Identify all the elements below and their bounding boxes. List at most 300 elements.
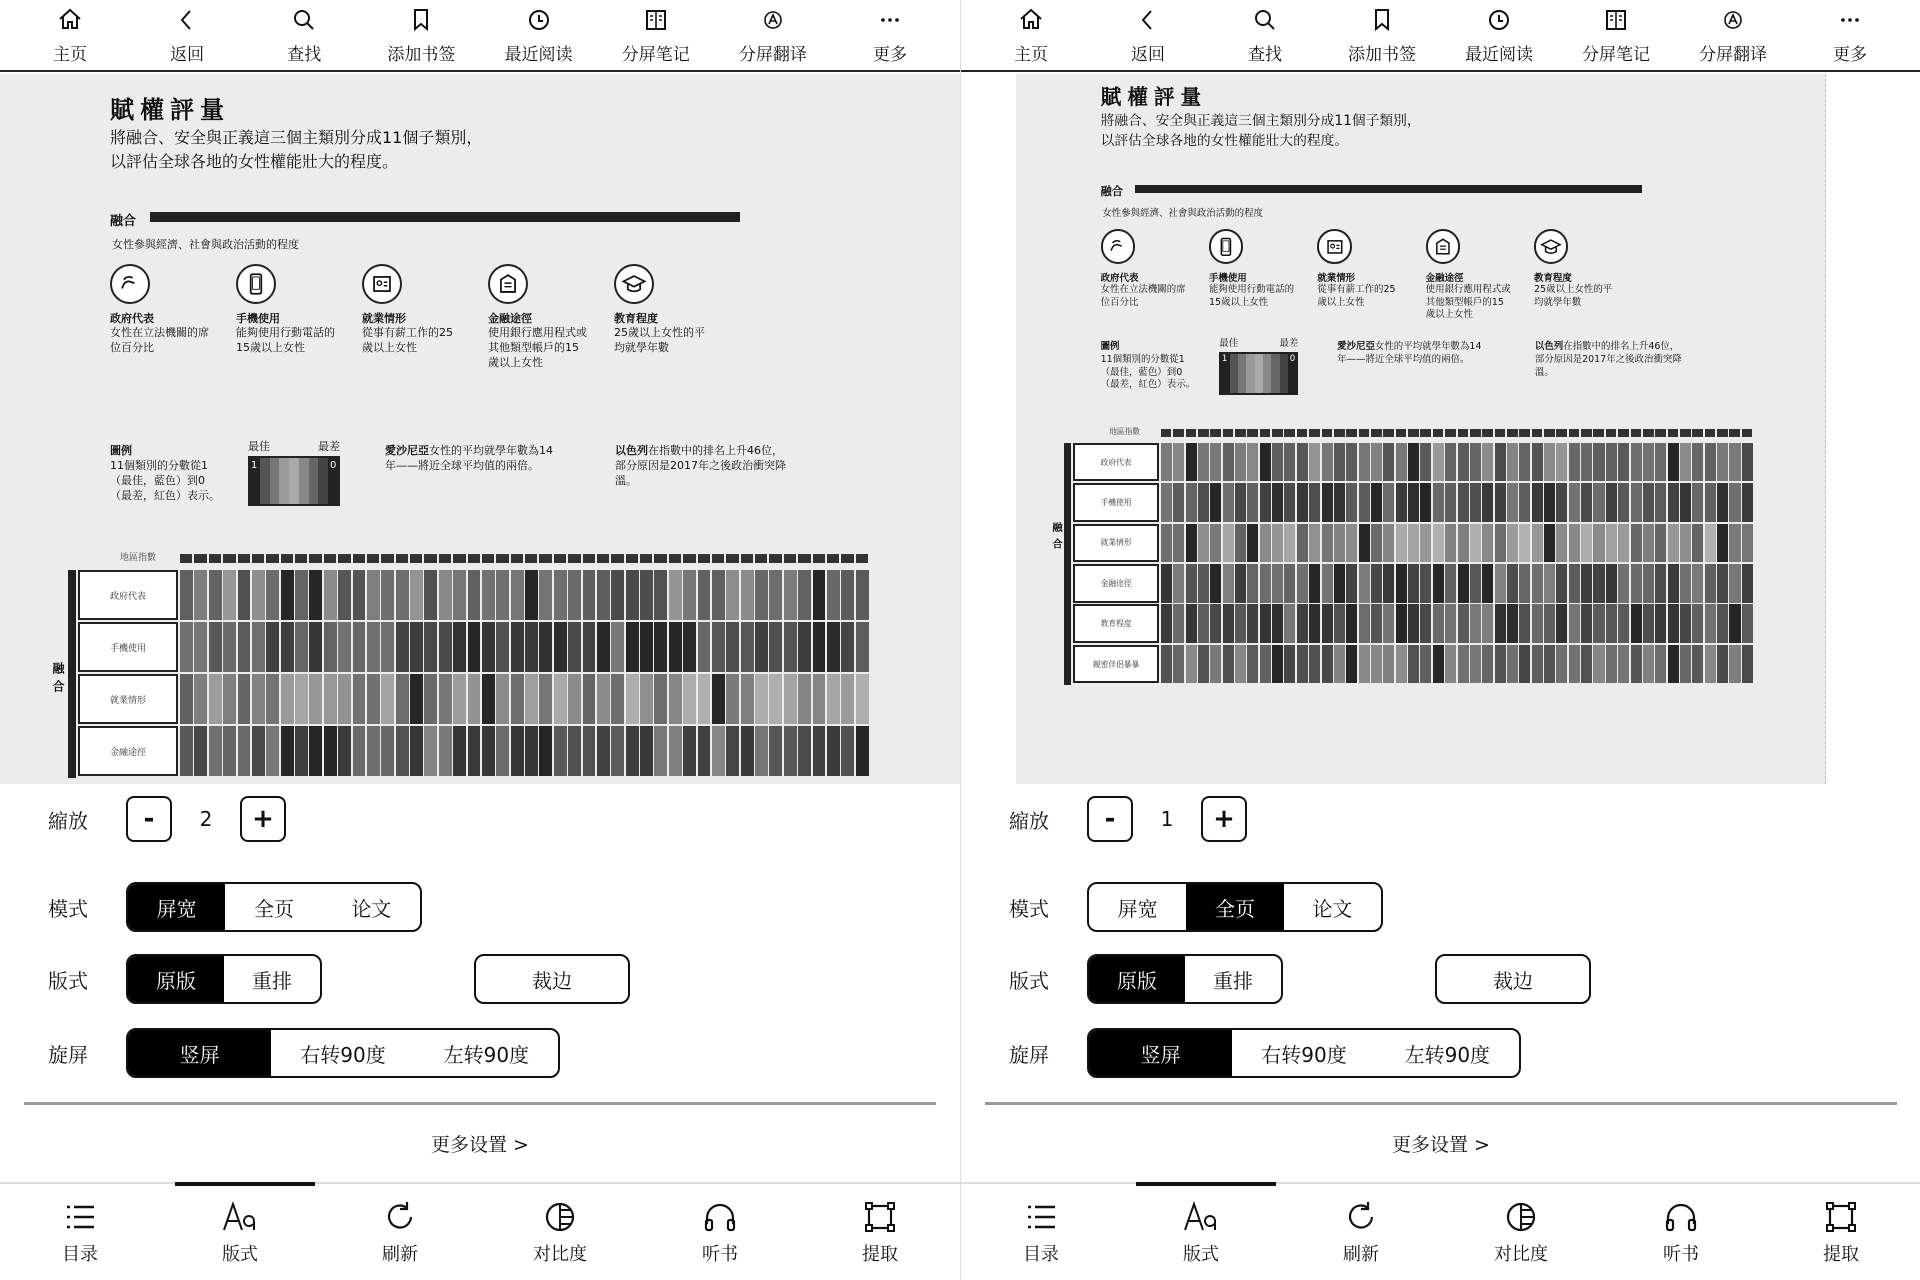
- grid-cell: [353, 726, 366, 776]
- topbar-split-notes[interactable]: [1560, 0, 1672, 70]
- grid-cell: [1359, 524, 1370, 563]
- category-5: [614, 264, 714, 356]
- grid-cell: [1519, 604, 1530, 643]
- topbar-more[interactable]: [834, 0, 946, 70]
- grid-cell: [1643, 443, 1654, 482]
- grid-cell: [353, 674, 366, 724]
- topbar-back[interactable]: [1092, 0, 1204, 70]
- grid-cell: [439, 622, 452, 672]
- region-cell: [1631, 429, 1642, 437]
- grid-cell: [1186, 443, 1197, 482]
- grid-cell: [741, 622, 754, 672]
- topbar-clock[interactable]: [1443, 0, 1555, 70]
- region-cell: [525, 554, 537, 563]
- grid-cell: [1507, 564, 1518, 603]
- grid-cell: [1260, 524, 1271, 563]
- grid-cell: [1272, 483, 1283, 522]
- bottombar-toc[interactable]: [15, 1184, 145, 1280]
- region-cell: [597, 554, 609, 563]
- region-cell: [1655, 429, 1666, 437]
- grid-cell: [1284, 604, 1295, 643]
- grid-cell: [381, 674, 394, 724]
- zoom-increase-button[interactable]: +: [240, 796, 286, 842]
- grid-cell: [1359, 645, 1370, 684]
- region-cell: [194, 554, 206, 563]
- grid-cell: [1470, 604, 1481, 643]
- grid-cell: [511, 726, 524, 776]
- grid-cell: [640, 674, 653, 724]
- grid-cell: [683, 726, 696, 776]
- layout-option[interactable]: 重排: [252, 968, 292, 993]
- grid-cell: [338, 622, 351, 672]
- region-cell: [712, 554, 724, 563]
- grid-cell: [1692, 483, 1703, 522]
- grid-cell: [827, 622, 840, 672]
- legend-swatch: [1263, 354, 1271, 393]
- grid-cell: [1717, 645, 1728, 684]
- clock-icon: [525, 6, 553, 34]
- grid-cell: [1223, 564, 1234, 603]
- grid-cell: [1482, 564, 1493, 603]
- doc-subtitle-1: 將融合、安全與正義這三個主類別分成11個子類別，: [110, 128, 483, 147]
- bottom-toolbar: [0, 1182, 960, 1280]
- grid-cell: [1173, 524, 1184, 563]
- grid-cell: [1445, 645, 1456, 684]
- grid-cell: [266, 674, 279, 724]
- region-cell: [1556, 429, 1567, 437]
- rotate-option[interactable]: 右转90度: [1261, 1042, 1347, 1067]
- grid-cell: [1482, 443, 1493, 482]
- region-cell: [396, 554, 408, 563]
- crop-margins-button[interactable]: 裁边: [1435, 954, 1591, 1004]
- bottombar-headphones[interactable]: [655, 1184, 785, 1280]
- grid-cell: [640, 570, 653, 620]
- topbar-home[interactable]: [14, 0, 126, 70]
- topbar-bookmark[interactable]: [1326, 0, 1438, 70]
- region-cell: [1235, 429, 1246, 437]
- grid-cell: [769, 622, 782, 672]
- grid-cell: [1383, 443, 1394, 482]
- rotate-option[interactable]: 左转90度: [1404, 1042, 1491, 1067]
- mode-option[interactable]: 全页: [253, 896, 294, 921]
- grid-cell: [1668, 443, 1679, 482]
- grid-cell: [1433, 645, 1444, 684]
- category-name: 政府代表: [1100, 272, 1139, 284]
- grid-cell: [1445, 483, 1456, 522]
- grid-cell: [769, 570, 782, 620]
- grid-cell: [1470, 524, 1481, 563]
- crop-margins-button[interactable]: 裁边: [474, 954, 630, 1004]
- grid-cell: [209, 622, 222, 672]
- layout-option[interactable]: 原版: [1089, 956, 1185, 1002]
- grid-cell: [1705, 483, 1716, 522]
- grid-cell: [856, 570, 869, 620]
- rotate-option[interactable]: 右转90度: [300, 1042, 386, 1067]
- grid-cell: [1618, 483, 1629, 522]
- grid-cell: [1334, 645, 1345, 684]
- bottombar-label: 听书: [702, 1244, 738, 1265]
- rotate-option[interactable]: 左转90度: [443, 1042, 530, 1067]
- grid-cell: [1606, 604, 1617, 643]
- refresh-icon: [381, 1198, 419, 1236]
- bottombar-headphones[interactable]: [1616, 1184, 1746, 1280]
- mode-option[interactable]: 论文: [351, 896, 392, 921]
- legend-swatch: [1238, 354, 1246, 393]
- grid-cell: [1420, 443, 1431, 482]
- grid-cell: [1210, 604, 1221, 643]
- bottombar-toc[interactable]: [976, 1184, 1106, 1280]
- rotate-option[interactable]: 竖屏: [128, 1030, 271, 1076]
- legend: [1101, 341, 1196, 392]
- grid-cell: [1631, 524, 1642, 563]
- grid-cell: [252, 726, 265, 776]
- search-icon: [1251, 6, 1279, 34]
- grid-cell: [396, 674, 409, 724]
- grid-cell: [1470, 645, 1481, 684]
- grid-row-label: 教育程度: [1073, 604, 1159, 643]
- grid-cell: [597, 570, 610, 620]
- topbar-label: 分屏翻译: [738, 44, 807, 65]
- grid-cell: [1507, 443, 1518, 482]
- region-cell: [1161, 429, 1172, 437]
- region-cell: [1359, 429, 1370, 437]
- grid-cell: [1186, 604, 1197, 643]
- mode-option[interactable]: 屏宽: [1117, 896, 1158, 921]
- category-3: [1317, 229, 1403, 309]
- grid-cell: [1692, 524, 1703, 563]
- grid-cell: [1668, 524, 1679, 563]
- grid-cell: [1631, 443, 1642, 482]
- mode-option[interactable]: 论文: [1312, 896, 1353, 921]
- grid-cell: [1161, 443, 1172, 482]
- grid-cell: [496, 674, 509, 724]
- toc-icon: [1022, 1198, 1060, 1236]
- grid-cell: [698, 570, 711, 620]
- bottombar-font-format[interactable]: [175, 1184, 305, 1280]
- grid-cell: [1186, 564, 1197, 603]
- grid-cell: [1198, 564, 1209, 603]
- grid-cell: [1742, 443, 1753, 482]
- grid-cell: [1655, 604, 1666, 643]
- category-name: 金融途徑: [1425, 272, 1464, 284]
- bottombar-label: 目录: [1023, 1244, 1059, 1265]
- grid-cell: [1173, 645, 1184, 684]
- topbar-search[interactable]: [1209, 0, 1321, 70]
- grid-cell: [583, 570, 596, 620]
- doc-subtitle-1: 將融合、安全與正義這三個主類別分成11個子類別，: [1100, 112, 1421, 129]
- divider: [24, 1102, 936, 1105]
- bottombar-label: 提取: [862, 1244, 898, 1265]
- topbar-label: 返回: [1131, 44, 1165, 65]
- bottombar-contrast[interactable]: [1456, 1184, 1586, 1280]
- grid-cell: [827, 726, 840, 776]
- layout-option[interactable]: 重排: [1213, 968, 1253, 993]
- category-5: [1534, 229, 1620, 309]
- grid-cell: [712, 622, 725, 672]
- layout-option[interactable]: 原版: [128, 956, 224, 1002]
- bottombar-font-format[interactable]: [1136, 1184, 1266, 1280]
- grid-cell: [1729, 443, 1740, 482]
- legend-swatch: [270, 458, 280, 504]
- grid-cell: [1408, 483, 1419, 522]
- grid-cell: [1680, 564, 1691, 603]
- grid-cell: [209, 570, 222, 620]
- zoom-increase-button[interactable]: +: [1201, 796, 1247, 842]
- grid-cell: [1284, 443, 1295, 482]
- grid-cell: [1359, 483, 1370, 522]
- grid-cell: [1445, 443, 1456, 482]
- grid-cell: [1482, 604, 1493, 643]
- region-cell: [295, 554, 307, 563]
- topbar-label: 主页: [1014, 44, 1048, 65]
- grid-cell: [1482, 483, 1493, 522]
- topbar-label: 分屏笔记: [1582, 44, 1650, 65]
- grid-cell: [1420, 564, 1431, 603]
- grid-cell: [583, 622, 596, 672]
- grid-cell: [583, 726, 596, 776]
- grid-cell: [1458, 564, 1469, 603]
- topbar-more[interactable]: [1794, 0, 1906, 70]
- more-settings-link[interactable]: 更多设置 >: [431, 1134, 529, 1156]
- grid-cell: [1581, 524, 1592, 563]
- bottombar-contrast[interactable]: [495, 1184, 625, 1280]
- grid-cell: [1519, 564, 1530, 603]
- grid-cell: [496, 726, 509, 776]
- grid-cell: [1383, 483, 1394, 522]
- grid-cell: [568, 622, 581, 672]
- grid-cell: [1495, 524, 1506, 563]
- grid-cell: [1717, 443, 1728, 482]
- topbar-translate[interactable]: [1677, 0, 1789, 70]
- grid-cell: [1581, 443, 1592, 482]
- grid-cell: [1668, 564, 1679, 603]
- region-cell: [238, 554, 250, 563]
- rotate-option[interactable]: 竖屏: [1089, 1030, 1232, 1076]
- grid-cell: [1507, 524, 1518, 563]
- topbar-clock[interactable]: [483, 0, 595, 70]
- grid-cell: [1581, 483, 1592, 522]
- extract-icon: [861, 1198, 899, 1236]
- grid-cell: [1717, 604, 1728, 643]
- grid-cell: [1247, 443, 1258, 482]
- grid-cell: [1705, 524, 1716, 563]
- topbar-label: 返回: [170, 44, 205, 65]
- topbar-translate[interactable]: [717, 0, 829, 70]
- document-page[interactable]: [0, 74, 960, 784]
- region-cell: [1680, 429, 1691, 437]
- grid-cell: [309, 622, 322, 672]
- region-cell: [769, 554, 781, 563]
- grid-cell: [1631, 645, 1642, 684]
- grid-cell: [1532, 645, 1543, 684]
- grid-cell: [698, 674, 711, 724]
- grid-cell: [281, 726, 294, 776]
- topbar-split-notes[interactable]: [600, 0, 712, 70]
- region-cell: [1383, 429, 1394, 437]
- grid-cell: [1223, 483, 1234, 522]
- category-name: 教育程度: [614, 312, 658, 325]
- grid-cell: [1556, 645, 1567, 684]
- grid-cell: [1643, 483, 1654, 522]
- section-label: 融合: [110, 214, 137, 229]
- bottombar-extract[interactable]: [1776, 1184, 1906, 1280]
- note-israel-bold: 以色列: [1534, 341, 1564, 353]
- bookmark-icon: [1368, 6, 1396, 34]
- grid-cell: [1396, 564, 1407, 603]
- bottombar-refresh[interactable]: [335, 1184, 465, 1280]
- grid-cell: [669, 570, 682, 620]
- topbar-bookmark[interactable]: [365, 0, 477, 70]
- bottombar-extract[interactable]: [815, 1184, 945, 1280]
- mode-option[interactable]: 全页: [1186, 884, 1283, 930]
- category-name: 手機使用: [236, 312, 280, 325]
- grid-cell: [1198, 443, 1209, 482]
- grid-cell: [784, 726, 797, 776]
- grid-cell: [194, 674, 207, 724]
- grid-cell: [1581, 604, 1592, 643]
- bottombar-refresh[interactable]: [1296, 1184, 1426, 1280]
- category-icon-wrap: [1317, 229, 1351, 263]
- region-cell: [410, 554, 422, 563]
- topbar-back[interactable]: [131, 0, 243, 70]
- category-icon-wrap: [1209, 229, 1243, 263]
- grid-cell: [1519, 645, 1530, 684]
- grid-cell: [1692, 443, 1703, 482]
- grid-cell: [626, 622, 639, 672]
- grid-cell: [1322, 524, 1333, 563]
- grid-cell: [1346, 604, 1357, 643]
- grid-cell: [1383, 564, 1394, 603]
- zoom-label: 縮放: [48, 808, 88, 833]
- grid-cell: [1556, 443, 1567, 482]
- topbar-search[interactable]: [248, 0, 360, 70]
- more-settings-link[interactable]: 更多设置 >: [1392, 1134, 1490, 1156]
- grid-cell: [1556, 483, 1567, 522]
- grid-cell: [396, 726, 409, 776]
- grid-cell: [1631, 564, 1642, 603]
- topbar-home[interactable]: [975, 0, 1087, 70]
- region-cell: [683, 554, 695, 563]
- category-desc: 25歲以上女性的平均就學年數: [1534, 283, 1613, 308]
- grid-cell: [1729, 483, 1740, 522]
- grid-cell: [1420, 645, 1431, 684]
- note-estonia-bold: 愛沙尼亞: [385, 444, 429, 457]
- grid-cell: [1433, 483, 1444, 522]
- grid-cell: [1556, 524, 1567, 563]
- grid-cell: [1742, 524, 1753, 563]
- grid-cell: [1668, 483, 1679, 522]
- mode-label: 模式: [1009, 896, 1049, 921]
- grid-cell: [539, 622, 552, 672]
- grid-cell: [669, 674, 682, 724]
- grid-cell: [683, 570, 696, 620]
- grid-cell: [1519, 443, 1530, 482]
- grid-cell: [654, 622, 667, 672]
- region-cell: [1223, 429, 1234, 437]
- grid-cell: [539, 726, 552, 776]
- doc-title: 賦權評量: [110, 96, 230, 124]
- grid-cell: [1742, 604, 1753, 643]
- category-2: [1209, 229, 1295, 309]
- zoom-decrease-button[interactable]: -: [1087, 796, 1133, 842]
- topbar-label: 分屏翻译: [1699, 44, 1767, 65]
- grid-cell: [1334, 483, 1345, 522]
- category-icon-wrap: [236, 264, 276, 304]
- grid-cell: [1593, 483, 1604, 522]
- note-israel: [615, 444, 790, 489]
- grid-cell: [1445, 524, 1456, 563]
- zoom-value: 2: [199, 807, 213, 831]
- grid-cell: [424, 622, 437, 672]
- document-page[interactable]: [961, 74, 1920, 784]
- mode-option[interactable]: 屏宽: [128, 884, 225, 930]
- id-badge-icon: [1322, 234, 1348, 260]
- grid-cell: [525, 726, 538, 776]
- grid-cell: [252, 622, 265, 672]
- more-icon: [876, 6, 904, 34]
- zoom-row: [48, 796, 286, 842]
- grid-cell: [1346, 524, 1357, 563]
- grid-cell: [1433, 564, 1444, 603]
- grid-cell: [1532, 524, 1543, 563]
- grid-cell: [238, 622, 251, 672]
- grid-cell: [813, 674, 826, 724]
- region-cell: [583, 554, 595, 563]
- region-cell: [1482, 429, 1493, 437]
- divider: [985, 1102, 1897, 1105]
- bottombar-label: 提取: [1823, 1244, 1859, 1265]
- note-israel-bold: 以色列: [615, 444, 648, 457]
- legend-swatch: [309, 458, 319, 504]
- category-desc: 從事有薪工作的25歲以上女性: [1317, 283, 1396, 308]
- region-cell: [1692, 429, 1703, 437]
- grid-cell: [1173, 564, 1184, 603]
- grid-cell: [1210, 564, 1221, 603]
- grid-cell: [1631, 604, 1642, 643]
- zoom-stepper: [1087, 796, 1247, 842]
- grid-cell: [1210, 645, 1221, 684]
- home-icon: [56, 6, 84, 34]
- grid-cell: [798, 570, 811, 620]
- grid-cell: [1593, 443, 1604, 482]
- region-cell: [611, 554, 623, 563]
- grid-cell: [1680, 443, 1691, 482]
- grid-cell: [1297, 564, 1308, 603]
- grid-cell: [741, 674, 754, 724]
- grid-cell: [266, 726, 279, 776]
- category-desc: 使用銀行應用程式或其他類型帳戶的15歲以上女性: [1425, 283, 1511, 321]
- region-cell: [1346, 429, 1357, 437]
- category-icon-wrap: [1534, 229, 1568, 263]
- grid-cell: [554, 674, 567, 724]
- grid-cell: [1458, 604, 1469, 643]
- grid-cell: [1470, 564, 1481, 603]
- region-cell: [784, 554, 796, 563]
- region-cell: [813, 554, 825, 563]
- grid-cell: [755, 622, 768, 672]
- zoom-value: 1: [1160, 807, 1174, 831]
- note-estonia: [1337, 341, 1488, 367]
- grid-cell: [281, 622, 294, 672]
- grid-cell: [583, 674, 596, 724]
- legend-text: 11個類別的分數從1（最佳，藍色）到0（最差，紅色）表示。: [1100, 353, 1196, 391]
- zoom-decrease-button[interactable]: -: [126, 796, 172, 842]
- search-icon: [290, 6, 318, 34]
- note-estonia-text: 女性的平均就學年數為14年——將近全球平均值的兩倍。: [385, 444, 553, 472]
- zoom-row: [1009, 796, 1247, 842]
- grid-cell: [396, 622, 409, 672]
- grid-cell: [453, 622, 466, 672]
